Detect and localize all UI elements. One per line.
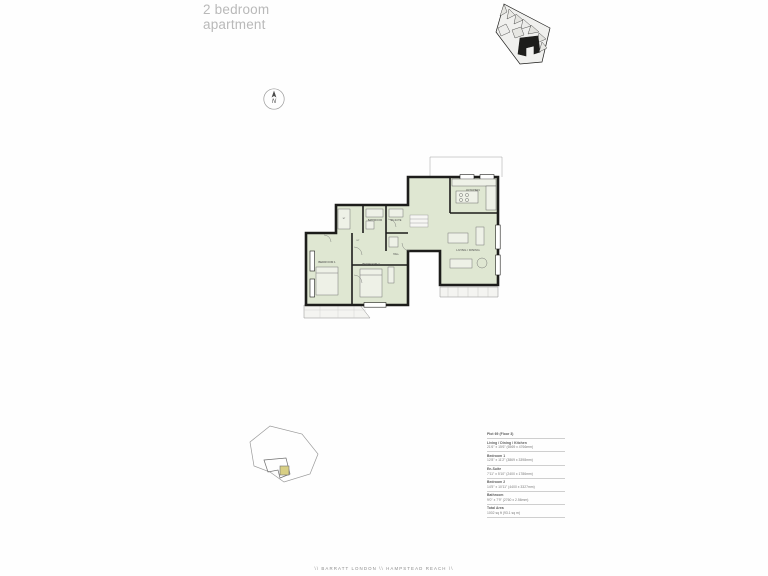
block-plan [240,420,330,490]
schedule-room-name: Bedroom 2 [487,480,506,485]
label-hall: HALL [393,254,399,256]
schedule-total-label: Total Area [487,506,504,511]
schedule-room-dims: 21'6" x 15'6" (6569 x 4766mm) [487,445,534,450]
label-en-suite: EN-SUITE [390,220,402,222]
schedule-room-dims: 9'0" x 7'9" (2760 x 2.56mm) [487,497,529,502]
schedule-row [487,478,565,491]
apartment-floor-plan [290,155,515,330]
schedule-total-row [487,504,565,518]
schedule-room-name: Bedroom 1 [487,453,506,458]
label-bedroom-1: BEDROOM 1 [318,260,336,264]
plan-extension-lines [430,157,502,177]
label-kitchen: KITCHEN [466,188,480,192]
entrance-steps [410,215,428,227]
block-plan-highlight [280,466,289,475]
key-plan-outline [496,4,550,64]
schedule-row [487,438,565,451]
schedule-row [487,491,565,504]
schedule-total-value: 1002 sq ft (93.1 sq m) [487,511,520,516]
accommodation-schedule [487,432,565,518]
label-store: ST [342,218,346,220]
north-arrow-label: N [271,99,277,106]
schedule-room-dims: 7'11" x 5'10" (2400 x 1786mm) [487,471,533,476]
north-arrow [263,88,285,110]
label-living-dining: LIVING / DINING [456,248,480,252]
schedule-row [487,451,565,464]
page-title-line2: apartment [203,17,266,32]
schedule-row [487,465,565,478]
schedule-room-name: Living / Dining / Kitchen [487,440,527,445]
page-title [203,2,269,32]
terrace-area [304,305,370,318]
label-utility: UT [356,240,360,242]
schedule-room-name: En-Suite [487,466,502,471]
site-key-plan [490,2,570,72]
label-bathroom: BATHROOM [367,219,383,222]
schedule-room-name: Bathroom [487,493,504,498]
balcony-area [440,287,498,297]
schedule-room-dims: 14'5" x 10'11" (4400 x 3327mm) [487,484,535,489]
schedule-room-dims: 12'8" x 11'2" (3869 x 3398mm) [487,458,533,463]
label-bedroom-2: BEDROOM 2 [362,262,380,266]
footer-branding: \\ BARRATT LONDON \\ HAMPSTEAD REACH \\ [314,566,454,571]
page-title-line1: 2 bedroom [203,2,270,17]
schedule-plot-name: Plot 69 (Floor 3) [487,432,514,436]
